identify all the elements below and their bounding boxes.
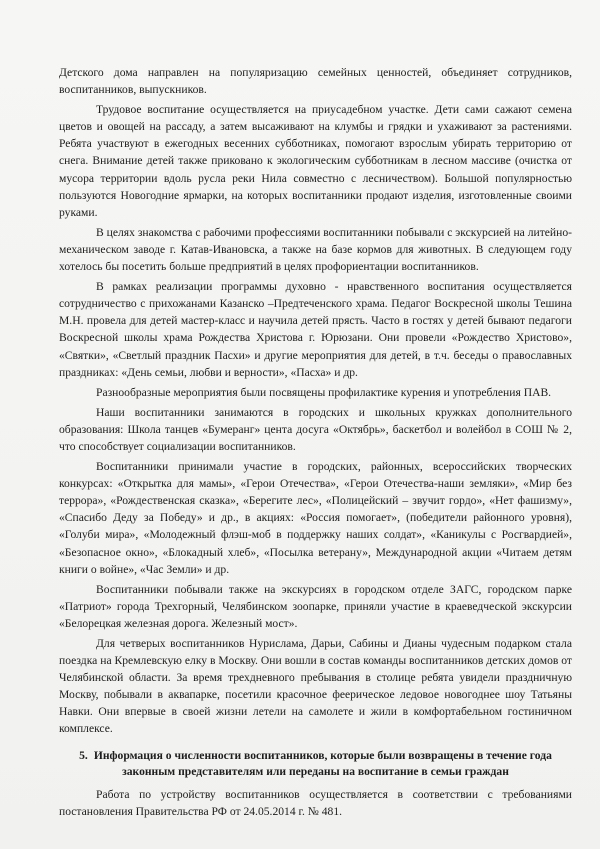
paragraph-placement-rules: Работа по устройству воспитанников осуществляется в соответствии с требованиями постановления Правительства РФ от 24.05.2014 г. № 481. (59, 787, 572, 818)
section-heading (59, 748, 572, 780)
paragraph-clubs: Наши воспитанники занимаются в городских и школьных кружках дополнительного образования: Школа танцев «Бумеранг» цента досуга «Октябрь», баскетбол и волейбол в СОШ № 2, что способствует социализации воспитанников. (59, 405, 572, 453)
paragraph-moscow-trip: Для четверых воспитанников Нурислама, Дарьи, Сабины и Дианы чудесным подарком стала поездка на Кремлевскую елку в Москву. Они вошли в состав команды воспитанников детских домов от Челябинской области. За время трехдневного пребывания в столице ребята увидели праздничную Москву, побывали в аквапарке, посетили красочное феерическое ледовое новогоднее шоу Татьяны Навки. Они впервые в своей жизни летели на самолете и жили в комфортабельном гостиничном комплексе. (59, 637, 572, 736)
paragraph-spiritual-education: В рамках реализации программы духовно - нравственного воспитания осуществляется сотрудничество с прихожанами Казанско –Предтеченского храма. Педагог Воскресной школы Тешина М.Н. провела для детей мастер-класс и научила детей прясть. Часто в гостях у детей бывают педагоги Воскресной школы храма Рождества Христова г. Юрюзани. Они провели «Рождество Христово», «Святки», «Светлый праздник Пасхи» и другие мероприятия для детей, в т.ч. беседы о православных праздниках: «День семьи, любви и верности», «Пасха» и др. (59, 280, 572, 379)
paragraph-contests: Воспитанники принимали участие в городских, районных, всероссийских творческих конкурсах: «Открытка для мамы», «Герои Отечества», «Герои Отечества-наши земляки», «Мир без террора», «Рождественская сказка», «Берегите лес», «Полицейский – звучит гордо», «Нет фашизму», «Спасибо Деду за Победу» и др., в акциях: «Россия помогает», (победители районного уровня), «Голуби мира», «Молодежный флэш-моб в поддержку наших солдат», «Каникулы с Росгвардией», «Безопасное окно», «Блокадный хлеб», «Посылка ветерану», Международной акции «Читаем детям книги о войне», «Час Земли» и др. (59, 460, 572, 576)
paragraph-labor-education: Трудовое воспитание осуществляется на приусадебном участке. Дети сами сажают семена цветов и овощей на рассаду, а затем высаживают на клумбы и грядки и ухаживают за растениями. Ребята участвуют в ежегодных весенних субботниках, помогают взрослым убирать территорию от снега. Внимание детей также приковано к экологическим субботникам в лесном массиве (очистка от мусора территории вдоль русла реки Нила совместно с лесничеством). Большой популярностью пользуются Новогодние ярмарки, на которых воспитанники продают изделия, изготовленные своими руками. (59, 103, 572, 219)
paragraph-prevention: Разнообразные мероприятия были посвящены профилактике курения и употребления ПАВ. (96, 385, 552, 399)
paragraph-family-values: Детского дома направлен на популяризацию семейных ценностей, объединяет сотрудников, воспитанников, выпускников. (59, 66, 572, 97)
section-title: Информация о численности воспитанников, которые были возвращены в течение года законным представителям или переданы на воспитание в семьи граждан (93, 748, 552, 778)
section-number: 5. (79, 748, 88, 762)
paragraph-excursions: Воспитанники побывали также на экскурсиях в городском отделе ЗАГС, городском парке «Патриот» города Трехгорный, Челябинском зоопарке, приняли участие в краеведческой экскурсии «Белорецкая железная дорога. Железный мост». (59, 582, 572, 630)
paragraph-professions: В целях знакомства с рабочими профессиями воспитанники побывали с экскурсией на литейно-механическом заводе г. Катав-Ивановска, а также на базе кормов для животных. В следующем году хотелось бы посетить больше предприятий в целях профориентации воспитанников. (59, 225, 572, 274)
document-body (59, 64, 572, 820)
